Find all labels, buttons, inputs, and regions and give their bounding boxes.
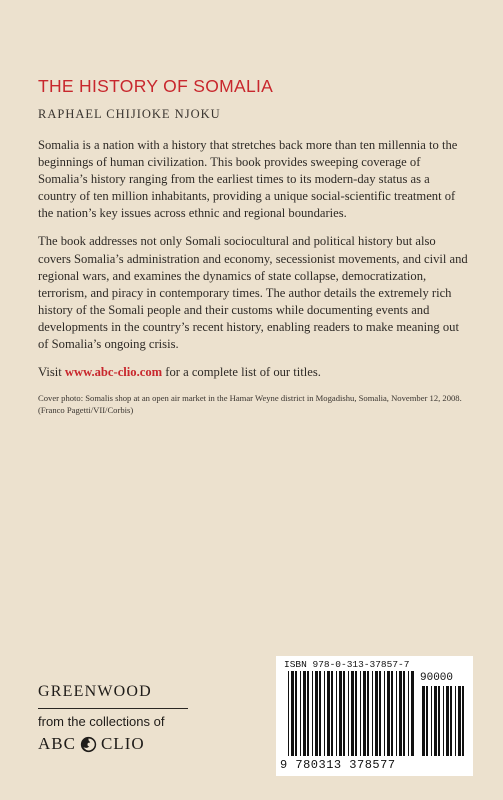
visit-line (38, 364, 470, 381)
barcode-bars (276, 656, 473, 758)
cover-photo-caption: Cover photo: Somalis shop at an open air market in the Hamar Weyne district in Mogadishu, Somalia, November 12, 2008. (Franco Pagetti/VII/Corbis) (38, 393, 462, 416)
clio-text: CLIO (100, 734, 145, 753)
abc-clio-swirl-icon (80, 736, 97, 753)
visit-prefix: Visit (38, 365, 65, 380)
book-author: RAPHAEL CHIJIOKE NJOKU (38, 107, 221, 121)
greenwood-logo: GREENWOOD (38, 683, 152, 700)
visit-suffix: for a complete list of our titles. (162, 365, 321, 380)
price-code: 90000 (420, 672, 454, 684)
blurb-paragraph-1: Somalia is a nation with a history that stretches back more than ten millennia to the beginnings of human civilization. This book provides sweeping coverage of Somalia’s history ranging from the earliest times to its modern-day status as a country of ten million inhabitants, providing a unique social-scientific treatment of the nation’s key issues across ethnic and regional boundaries. (38, 138, 458, 221)
book-title: THE HISTORY OF SOMALIA (38, 76, 274, 96)
abc-clio-logo (38, 734, 145, 754)
barcode-block (276, 656, 473, 776)
blurb-paragraph-2: The book addresses not only Somali sociocultural and political history but also covers Somalia’s administration and economy, secessionist movements, and civil and regional wars, and examines the dynamics of state collapse, democratization, terrorism, and piracy in contemporary times. The author details the extremely rich history of the Somali people and their customs while documenting events and developments in the country’s recent history, enabling readers to make meaning out of Somalia’s ongoing crisis. (38, 234, 468, 352)
barcode-digits: 9 780313 378577 (280, 758, 396, 772)
blurb (38, 137, 470, 427)
publisher-website-link[interactable]: www.abc-clio.com (64, 365, 163, 380)
from-collections-text: from the collections of (38, 714, 165, 729)
abc-text: ABC (38, 734, 76, 753)
isbn-label: ISBN 978-0-313-37857-7 (284, 659, 410, 670)
logo-divider (38, 708, 188, 709)
